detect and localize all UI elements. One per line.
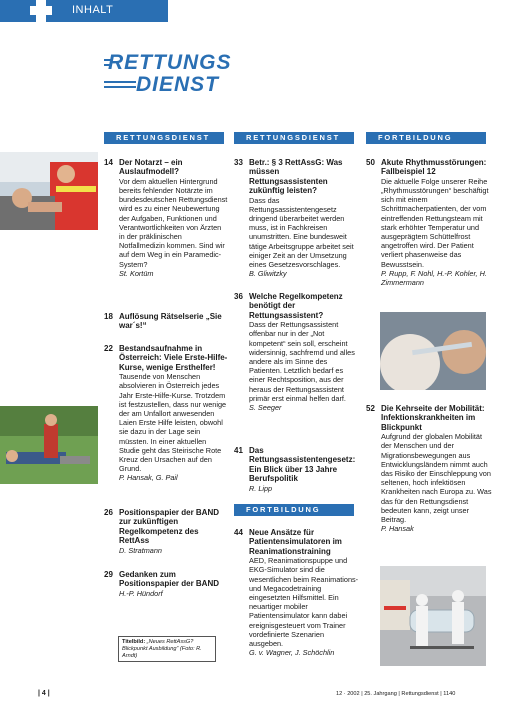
article-author: P. Hansak, G. Pail <box>119 473 178 483</box>
logo-line1: RETTUNGS <box>108 51 232 74</box>
article-author: P. Rupp, F. Nohl, H.-P. Kohler, H. Zimmermann <box>381 268 487 288</box>
article-44 <box>234 528 360 657</box>
article-number: 50 <box>366 158 375 167</box>
article-number: 14 <box>104 158 113 167</box>
article-36 <box>234 292 360 412</box>
section-header-rettungsdienst-1: RETTUNGSDIENST <box>104 132 224 144</box>
article-teaser: Dass das Rettungsassistentengesetz dringend überarbeitet werden muss, ist in Fachkreisen unumstritten. Eine bundesweit tätige Arbeitsgruppe arbeitet seit einiger Zeit an der Umsetzung eines Gesetzesvorschlages. <box>249 195 354 270</box>
cover-caption <box>118 636 216 662</box>
article-teaser: Die aktuelle Folge unserer Reihe „Rhythmusstörungen“ beschäftigt sich mit einem Schrittmacherpatienten, der vom eintreffenden Rettungsteam mit stark erhöhter Temperatur und ausgeprägtem Schüttelfrost angetroffen wird. Der Patient verliert phasenweise das Bewusstsein. <box>381 176 489 269</box>
photo-first-aid <box>0 406 98 484</box>
article-29 <box>104 570 228 598</box>
article-title: Neue Ansätze für Patientensimulatoren im Reanimationstraining <box>249 528 342 556</box>
article-author: R. Lipp <box>249 483 273 493</box>
article-41 <box>234 446 360 493</box>
article-number: 41 <box>234 446 243 455</box>
article-author: B. Gliwitzky <box>249 269 287 279</box>
section-header-fortbildung-1: FORTBILDUNG <box>366 132 486 144</box>
article-number: 44 <box>234 528 243 537</box>
article-title: Akute Rhythmusstörungen: Fallbeispiel 12 <box>381 158 487 177</box>
page-number: | 4 | <box>38 690 50 697</box>
article-33 <box>234 158 360 278</box>
article-52 <box>366 404 492 533</box>
photo-isolation-stretcher <box>380 566 486 666</box>
article-author: S. Seeger <box>249 403 282 413</box>
article-author: P. Hansak <box>381 524 414 534</box>
article-18 <box>104 312 228 331</box>
article-author: H.-P. Hündorf <box>119 588 163 598</box>
article-title: Die Kehrseite der Mobilität: Infektionskrankheiten im Blickpunkt <box>381 404 485 432</box>
article-teaser: Vor dem aktuellen Hintergrund bereits fehlender Notärzte im bundesdeutschen Rettungsdienst wird es zu einer Neubewertung der Aufgaben, Funktionen und Verantwortlichkeiten von Ärzten in der präklinischen Notfallmedizin kommen. Sind wir auf dem Weg in ein Paramedic-System? <box>119 176 228 269</box>
article-title: Bestandsaufnahme in Österreich: Viele Erste-Hilfe-Kurse, wenige Ersthelfer! <box>119 344 228 372</box>
article-number: 22 <box>104 344 113 353</box>
caption-text: „Neues RettAssG? Blickpunkt Ausbildung“ (Foto: R. Arndt) <box>122 639 202 659</box>
section-header-rettungsdienst-2: RETTUNGSDIENST <box>234 132 354 144</box>
article-author: G. v. Wagner, J. Schöchlin <box>249 648 335 658</box>
article-title: Auflösung Rätselserie „Sie war´s!“ <box>119 312 222 331</box>
photo-thermometer <box>380 312 486 390</box>
article-title: Der Notarzt – ein Auslaufmodell? <box>119 158 183 177</box>
article-number: 26 <box>104 508 113 517</box>
article-number: 52 <box>366 404 375 413</box>
article-teaser: AED, Reanimationspuppe und EKG-Simulator sind die wesentlichen beim Reanimations- und Megacodetraining eingesetzten Hilfsmittel. Ein neuartiger mobiler Patientensimulator kann dabei ereignisgesteuert vom Trainer vordefinierte Szenarien ausgeben. <box>249 556 359 649</box>
article-author: St. Kortüm <box>119 268 154 278</box>
article-26 <box>104 508 228 555</box>
article-number: 29 <box>104 570 113 579</box>
article-title: Positionspapier der BAND zur zukünftigen Regelkompetenz des RettAss <box>119 508 220 546</box>
article-teaser: Tausende von Menschen absolvieren in Österreich jedes Jahr Erste-Hilfe-Kurse. Trotzdem ist festzustellen, dass nur wenige der am Unfallort anwesenden Laien Erste Hilfe leisten, obwohl sie dazu in der Lage sein müssten. In einer aktuellen Studie geht das Steirische Rote Kreuz den Ursachen auf den Grund. <box>119 372 227 474</box>
article-teaser: Aufgrund der globalen Mobilität der Menschen und der Migrationsbewegungen aus Entwicklungsländern nimmt auch das Risiko der Einschleppung von seltenen, hoch infektiösen Krankheiten nach Europa zu. Was das für den Rettungsdienst bedeuten kann, zeigt unser Beitrag. <box>381 432 492 525</box>
article-14 <box>104 158 228 278</box>
logo-line2: DIENST <box>136 73 220 96</box>
article-author: D. Stratmann <box>119 545 162 555</box>
plus-icon-bar <box>30 6 52 15</box>
article-title: Gedanken zum Positionspapier der BAND <box>119 570 220 589</box>
header-bar <box>0 0 168 22</box>
section-header-fortbildung-2: FORTBILDUNG <box>234 504 354 516</box>
article-title: Betr.: § 3 RettAssG: Was müssen Rettungsassistenten zukünftig leisten? <box>249 158 343 196</box>
article-number: 18 <box>104 312 113 321</box>
issue-info: 12 · 2002 | 25. Jahrgang | Rettungsdienst | 1140 <box>336 691 456 697</box>
article-teaser: Dass der Rettungsassistent offenbar nur in der „Not kompetent“ sein soll, erscheint widersinnig, sachfremd und alles andere als im Sinne des Patienten. Letztlich bedarf es einer Rechtsposition, aus der heraus der Rettungsassistent primär erst einmal helfen darf. <box>249 320 355 403</box>
article-22 <box>104 344 228 483</box>
magazine-logo <box>104 51 232 98</box>
article-number: 36 <box>234 292 243 301</box>
article-title: Das Rettungsassistentengesetz: Ein Blick über 13 Jahre Berufspolitik <box>249 446 356 484</box>
page-title: INHALT <box>72 4 114 16</box>
article-50 <box>366 158 492 287</box>
article-title: Welche Regelkompetenz benötigt der Rettungsassistent? <box>249 292 343 320</box>
caption-label: Titelbild: <box>122 639 146 645</box>
photo-emergency-doctor <box>0 152 98 230</box>
article-number: 33 <box>234 158 243 167</box>
